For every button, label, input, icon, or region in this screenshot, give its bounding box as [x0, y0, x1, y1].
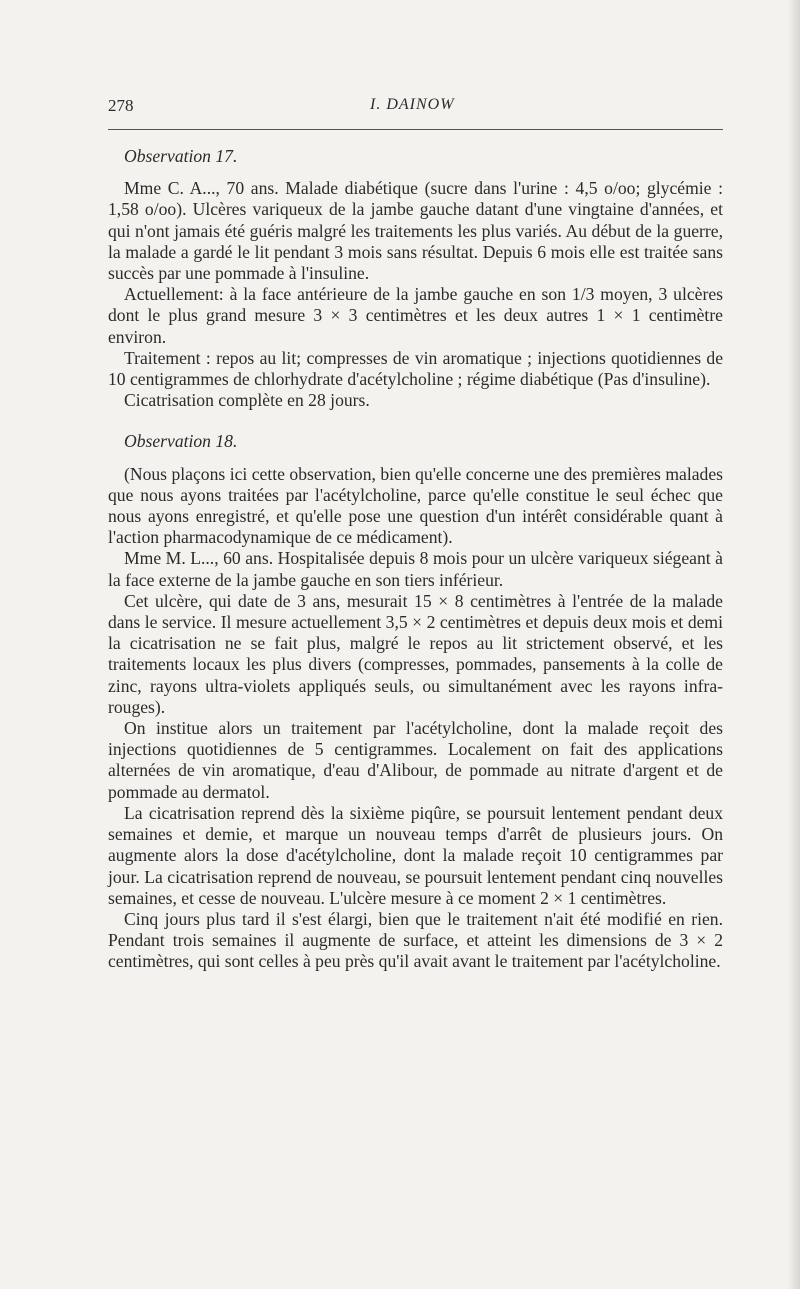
header-rule: [108, 129, 723, 130]
paragraph: Mme C. A..., 70 ans. Malade diabétique (sucre dans l'urine : 4,5 o/oo; glycémie : 1,58 o/oo). Ulcères variqueux de la jambe gauche datant d'une vingtaine d'années, et qui n'ont jamais été guéris malgré les traitements les plus variés. Au début de la guerre, la malade a gardé le lit pendant 3 mois sans résultat. Depuis 6 mois elle est traitée sans succès par une pommade à l'insuline.: [108, 178, 723, 284]
paragraph: Cet ulcère, qui date de 3 ans, mesurait 15 × 8 centimètres à l'entrée de la malade dans le service. Il mesure actuellement 3,5 × 2 centimètres et depuis deux mois et demi la cicatrisation ne se fait plus, malgré le repos au lit strictement observé, et les traitements locaux les plus divers (compresses, pommades, pansements à la colle de zinc, rayons ultra-violets appliqués seuls, ou simultanément avec les rayons infra-rouges).: [108, 590, 723, 717]
section-gap: [108, 411, 723, 431]
observation-18-title: Observation 18.: [124, 431, 238, 452]
paragraph: La cicatrisation reprend dès la sixième piqûre, se poursuit lentement pendant deux semaines et demie, et marque un nouveau temps d'arrêt de plusieurs jours. On augmente alors la dose d'acétylcholine, dont la malade reçoit 10 centigrammes par jour. La cicatrisation reprend de nouveau, se poursuit lentement pendant cinq nouvelles semaines, et cesse de nouveau. L'ulcère mesure à ce moment 2 × 1 centimètres.: [108, 802, 723, 908]
page-body: [108, 146, 723, 973]
page-edge-shadow: [788, 0, 800, 1289]
paragraph: (Nous plaçons ici cette observation, bien qu'elle concerne une des premières malades que nous ayons traitées par l'acétylcholine, parce qu'elle constitue le seul échec que nous ayons enregistré, et qu'elle pose une question d'un intérêt considérable quant à l'action pharmacodynamique de ce médicament).: [108, 463, 723, 548]
paragraph: Cinq jours plus tard il s'est élargi, bien que le traitement n'ait été modifié en rien. Pendant trois semaines il augmente de surface, et atteint les dimensions de 3 × 2 centimètres, qui sont celles à peu près qu'il avait avant le traitement par l'acétylcholine.: [108, 908, 723, 972]
paragraph: Mme M. L..., 60 ans. Hospitalisée depuis 8 mois pour un ulcère variqueux siégeant à la face externe de la jambe gauche en son tiers inférieur.: [108, 548, 723, 590]
paragraph: Cicatrisation complète en 28 jours.: [124, 390, 370, 411]
paragraph: Actuellement: à la face antérieure de la jambe gauche en son 1/3 moyen, 3 ulcères dont le plus grand mesure 3 × 3 centimètres et les deux autres 1 × 1 centimètre environ.: [108, 284, 723, 347]
page-number: 278: [108, 96, 134, 115]
paragraph: Traitement : repos au lit; compresses de vin aromatique ; injections quotidiennes de 10 centigrammes de chlorhydrate d'acétylcholine ; régime diabétique (Pas d'insuline).: [108, 347, 723, 390]
observation-17-title: Observation 17.: [124, 146, 238, 166]
page-header: [108, 96, 723, 120]
observation-18-section: [108, 431, 723, 972]
paragraph: On institue alors un traitement par l'acétylcholine, dont la malade reçoit des injections quotidiennes de 5 centigrammes. Localement on fait des applications alternées de vin aromatique, d'eau d'Alibour, de pommade au nitrate d'argent et de pommade au dermatol.: [108, 718, 723, 802]
observation-17-section: [108, 146, 723, 411]
running-head: I. DAINOW: [370, 96, 455, 113]
